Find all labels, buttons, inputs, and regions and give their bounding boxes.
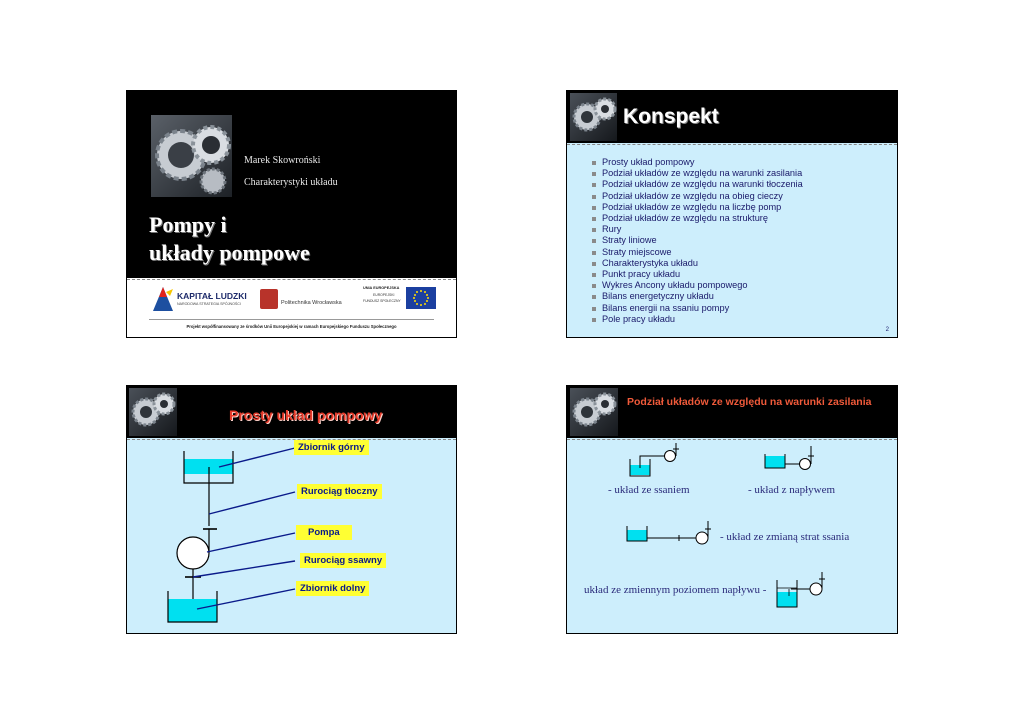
pump-icon (177, 537, 209, 569)
eu-sub2: FUNDUSZ SPOŁECZNY (363, 299, 401, 303)
list-item: Rury (592, 224, 803, 235)
page-number: 2 (885, 327, 889, 333)
list-item: Bilans energetyczny układu (592, 291, 803, 302)
eu-title: UNIA EUROPEJSKA (363, 286, 400, 290)
caption-variable-level: układ ze zmiennym poziomem napływu - (584, 584, 767, 596)
variable-loss-system-diagram (627, 521, 711, 544)
footer-rule (149, 319, 434, 320)
list-item: Straty liniowe (592, 235, 803, 246)
list-item: Podział układów ze względu na obieg cieczy (592, 191, 803, 202)
caption-variable-loss: - układ ze zmianą strat ssania (720, 531, 850, 543)
list-item: Podział układów ze względu na strukturę (592, 213, 803, 224)
kapital-logo-icon (151, 283, 175, 313)
list-item: Pole pracy układu (592, 314, 803, 325)
suction-system-diagram (630, 443, 679, 476)
slide-title (126, 90, 457, 338)
slide-title: Podział układów ze względu na warunki zasilania (627, 396, 872, 408)
kapital-subtitle: NARODOWA STRATEGIA SPÓJNOŚCI (177, 302, 241, 306)
label-suction-pipe: Rurociąg ssawny (300, 553, 386, 568)
slide-outline (566, 90, 898, 338)
gears-icon (570, 93, 617, 141)
divider (567, 144, 897, 145)
title-line-2: układy pompowe (149, 240, 310, 265)
polytech-name: Politechnika Wrocławska (281, 300, 342, 306)
subtitle: Charakterystyki układu (244, 177, 338, 188)
list-item: Podział układów ze względu na warunki zasilania (592, 168, 803, 179)
eu-sub1: EUROPEJSKI (373, 293, 395, 297)
list-item: Charakterystyka układu (592, 258, 803, 269)
caption-inflow: - układ z napływem (748, 484, 836, 496)
author-name: Marek Skowroński (244, 155, 321, 166)
list-item: Wykres Ancony układu pompowego (592, 280, 803, 291)
kapital-title: KAPITAŁ LUDZKI (177, 291, 247, 301)
eu-flag-icon (406, 287, 436, 309)
outline-list (592, 157, 803, 325)
supply-diagrams (567, 386, 898, 634)
label-pump: Pompa (296, 525, 352, 540)
list-item: Podział układów ze względu na liczbę pomp (592, 202, 803, 213)
slide-title: Prosty układ pompowy (229, 407, 383, 423)
slide-title: Konspekt (623, 105, 719, 128)
variable-level-system-diagram (777, 572, 825, 607)
gears-icon (151, 115, 232, 197)
caption-suction: - układ ze ssaniem (608, 484, 690, 496)
slide-supply-conditions (566, 385, 898, 634)
inflow-system-diagram (765, 446, 814, 470)
gears-image (151, 115, 232, 197)
label-lower-tank: Zbiornik dolny (296, 581, 369, 596)
lower-tank-water (168, 599, 217, 622)
list-item: Punkt pracy układu (592, 269, 803, 280)
title-line-1: Pompy i (149, 212, 227, 237)
list-item: Bilans energii na ssaniu pompy (592, 303, 803, 314)
pump-system-diagram (127, 386, 457, 634)
label-discharge-pipe: Rurociąg tłoczny (297, 484, 382, 499)
slide-simple-system (126, 385, 457, 634)
label-upper-tank: Zbiornik górny (294, 440, 369, 455)
list-item: Podział układów ze względu na warunki tłoczenia (592, 179, 803, 190)
list-item: Straty miejscowe (592, 247, 803, 258)
footer-text: Projekt współfinansowany ze środków Unii Europejskiej w ramach Europejskiego Funduszu Społecznego (186, 324, 397, 329)
polytech-crest-icon (260, 289, 278, 309)
list-item: Prosty układ pompowy (592, 157, 803, 168)
divider (127, 279, 456, 280)
